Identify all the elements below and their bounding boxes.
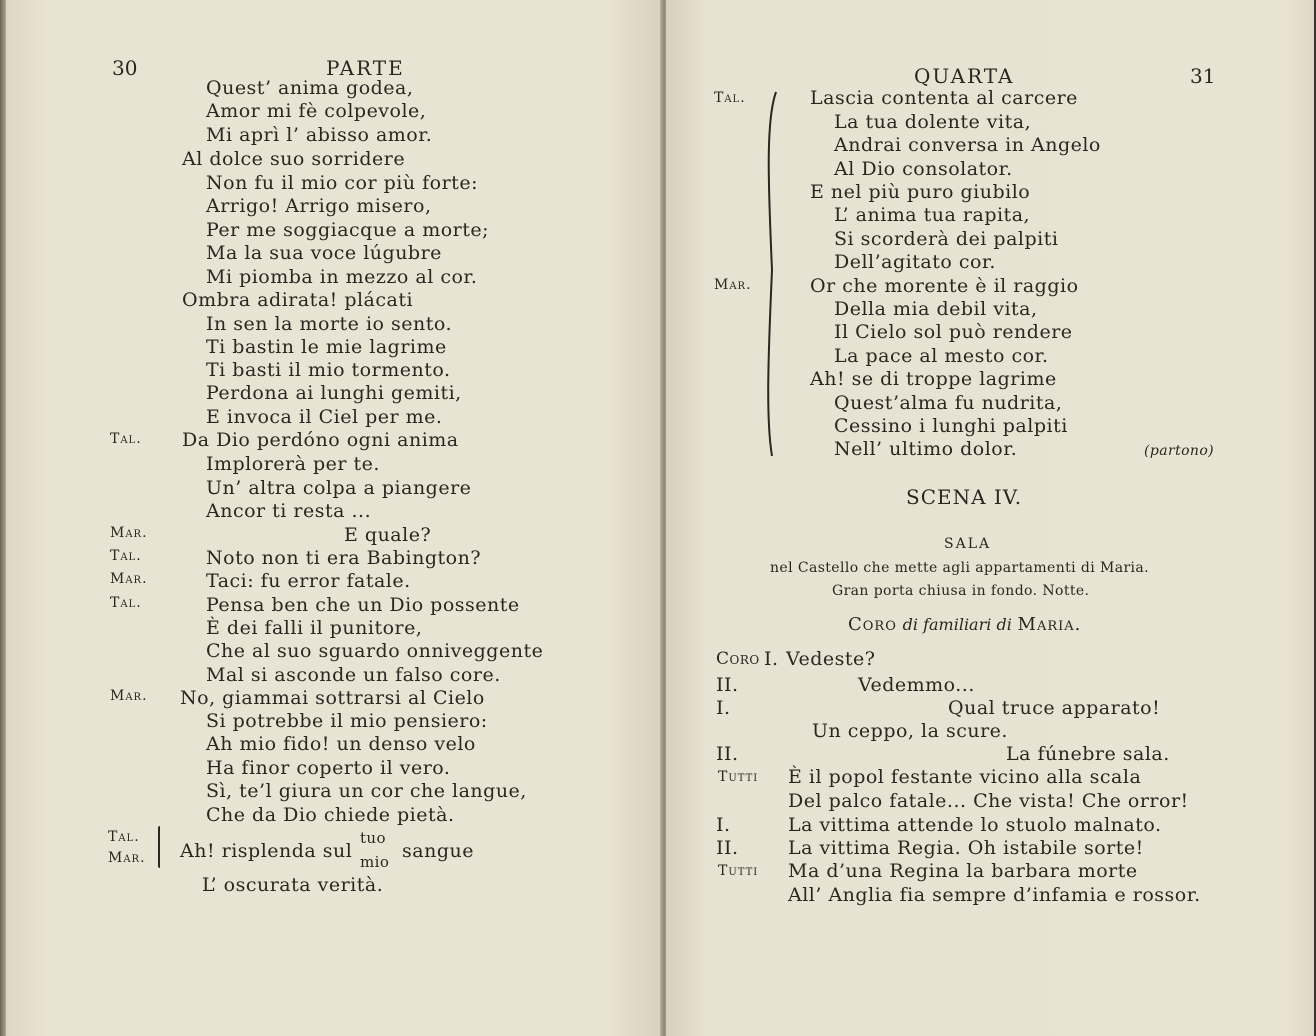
verse-line: Che da Dio chiede pietà. xyxy=(206,804,455,826)
verse-line: Mal si asconde un falso core. xyxy=(206,664,501,686)
verse-line: Ah! se di troppe lagrime xyxy=(810,368,1057,390)
speaker-label: Tal. xyxy=(110,548,142,564)
verse-line: L’ anima tua rapita, xyxy=(834,204,1031,226)
right-page xyxy=(666,0,1314,1036)
verse-line: Ah mio fido! un denso velo xyxy=(206,733,476,755)
verse-line: Taci: fu error fatale. xyxy=(206,570,411,592)
verse-line: È dei falli il punitore, xyxy=(206,617,423,639)
variant-word: mio xyxy=(360,853,390,871)
verse-line: Al Dio consolator. xyxy=(834,158,1013,180)
speaker-label: Tutti xyxy=(718,863,759,879)
verse-line: Ti bastin le mie lagrime xyxy=(206,336,447,358)
speaker-label: Mar. xyxy=(110,525,148,541)
verse-line: No, giammai sottrarsi al Cielo xyxy=(180,687,485,709)
chorus-line: La vittima attende lo stuolo malnato. xyxy=(788,814,1162,836)
verse-line: Noto non ti era Babington? xyxy=(206,547,482,569)
setting-title: SALA xyxy=(944,536,992,552)
verse-line: Andrai conversa in Angelo xyxy=(834,134,1101,156)
verse-line: L’ oscurata verità. xyxy=(202,874,384,896)
verse-line: Si potrebbe il mio pensiero: xyxy=(206,710,488,732)
brace xyxy=(762,90,782,460)
verse-line: Pensa ben che un Dio possente xyxy=(206,594,520,616)
chorus-line: È il popol festante vicino alla scala xyxy=(788,766,1142,788)
verse-line: Ombra adirata! plácati xyxy=(182,289,414,311)
verse-line: Ancor ti resta ... xyxy=(206,500,372,522)
verse-line: Al dolce suo sorridere xyxy=(182,148,406,170)
verse-line: sangue xyxy=(402,840,474,862)
chorus-line: All’ Anglia fia sempre d’infamia e rossor. xyxy=(788,884,1201,906)
setting-description: Gran porta chiusa in fondo. Notte. xyxy=(832,583,1090,599)
chorus-heading-coro: Coro xyxy=(848,614,897,635)
verse-line: Si scorderà dei palpiti xyxy=(834,228,1059,250)
speaker-label: Mar. xyxy=(110,571,148,587)
chorus-heading-middle: di familiari di xyxy=(902,615,1012,634)
verse-line: Non fu il mio cor più forte: xyxy=(206,172,478,194)
scene-title: SCENA IV. xyxy=(906,485,1023,509)
verse-line: Lascia contenta al carcere xyxy=(810,87,1078,109)
verse-line: Ti basti il mio tormento. xyxy=(206,359,451,381)
variant-word: tuo xyxy=(360,829,386,847)
chorus-line: Vedemmo... xyxy=(858,674,975,696)
verse-line: Della mia debil vita, xyxy=(834,298,1038,320)
speaker-label: Tutti xyxy=(718,769,759,785)
verse-line: La tua dolente vita, xyxy=(834,111,1032,133)
page-number: 30 xyxy=(112,56,138,80)
verse-line: In sen la morte io sento. xyxy=(206,313,453,335)
verse-line: Per me soggiacque a morte; xyxy=(206,219,490,241)
verse-line: Che al suo sguardo onniveggente xyxy=(206,640,544,662)
speaker-label: Mar. xyxy=(110,688,148,704)
chorus-line: Un ceppo, la scure. xyxy=(812,720,1008,742)
verse-line: Or che morente è il raggio xyxy=(810,275,1079,297)
chorus-heading xyxy=(848,614,1081,635)
verse-line: Sì, te’l giura un cor che langue, xyxy=(206,780,527,802)
verse-line: Un’ altra colpa a piangere xyxy=(206,477,472,499)
verse-line: Arrigo! Arrigo misero, xyxy=(206,195,432,217)
chorus-speaker: I. xyxy=(716,814,731,836)
verse-line: La pace al mesto cor. xyxy=(834,345,1049,367)
verse-line: Quest’ anima godea, xyxy=(206,77,414,99)
verse-line: Quest’alma fu nudrita, xyxy=(834,392,1063,414)
speaker-label: Tal. xyxy=(110,431,142,447)
speaker-label: Mar. xyxy=(108,850,146,866)
verse-line: E invoca il Ciel per me. xyxy=(206,406,443,428)
running-header: QUARTA xyxy=(914,64,1015,88)
speaker-label: Mar. xyxy=(714,277,752,293)
verse-line: Cessino i lunghi palpiti xyxy=(834,415,1068,437)
chorus-line: Ma d’una Regina la barbara morte xyxy=(788,860,1138,882)
chorus-line: La fúnebre sala. xyxy=(1006,743,1170,765)
chorus-line: Del palco fatale... Che vista! Che orror! xyxy=(788,790,1189,812)
verse-line: Perdona ai lunghi gemiti, xyxy=(206,382,462,404)
verse-line: Ah! risplenda sul xyxy=(180,840,353,862)
page-number: 31 xyxy=(1190,64,1216,88)
chorus-speaker: I. xyxy=(716,697,731,719)
verse-line: Il Cielo sol può rendere xyxy=(834,321,1073,343)
verse-line: Mi piomba in mezzo al cor. xyxy=(206,266,478,288)
chorus-speaker: II. xyxy=(716,743,739,765)
chorus-line: Qual truce apparato! xyxy=(948,697,1161,719)
verse-line: E quale? xyxy=(344,524,432,546)
chorus-heading-maria: Maria. xyxy=(1017,614,1082,635)
verse-line: Ha finor coperto il vero. xyxy=(206,757,451,779)
speaker-label: Tal. xyxy=(714,90,746,106)
verse-line: E nel più puro giubilo xyxy=(810,181,1031,203)
stage-direction: (partono) xyxy=(1144,443,1215,459)
verse-line: Dell’agitato cor. xyxy=(834,251,996,273)
speaker-label: Coro xyxy=(716,649,760,669)
speaker-label: Tal. xyxy=(110,595,142,611)
left-page xyxy=(6,0,662,1036)
chorus-speaker: II. xyxy=(716,837,739,859)
chorus-speaker: II. xyxy=(716,674,739,696)
verse-line: Implorerà per te. xyxy=(206,453,380,475)
speaker-label: Tal. xyxy=(108,829,140,845)
chorus-line: Vedeste? xyxy=(786,648,876,670)
verse-line: Ma la sua voce lúgubre xyxy=(206,242,442,264)
running-header: PARTE xyxy=(326,56,405,80)
setting-description: nel Castello che mette agli appartamenti di Maria. xyxy=(770,560,1150,576)
chorus-speaker: I. xyxy=(764,648,779,670)
brace xyxy=(158,826,160,868)
verse-line: Da Dio perdóno ogni anima xyxy=(182,429,459,451)
chorus-line: La vittima Regia. Oh istabile sorte! xyxy=(788,837,1144,859)
verse-line: Nell’ ultimo dolor. xyxy=(834,438,1018,460)
verse-line: Mi aprì l’ abisso amor. xyxy=(206,124,433,146)
verse-line: Amor mi fè colpevole, xyxy=(206,100,427,122)
